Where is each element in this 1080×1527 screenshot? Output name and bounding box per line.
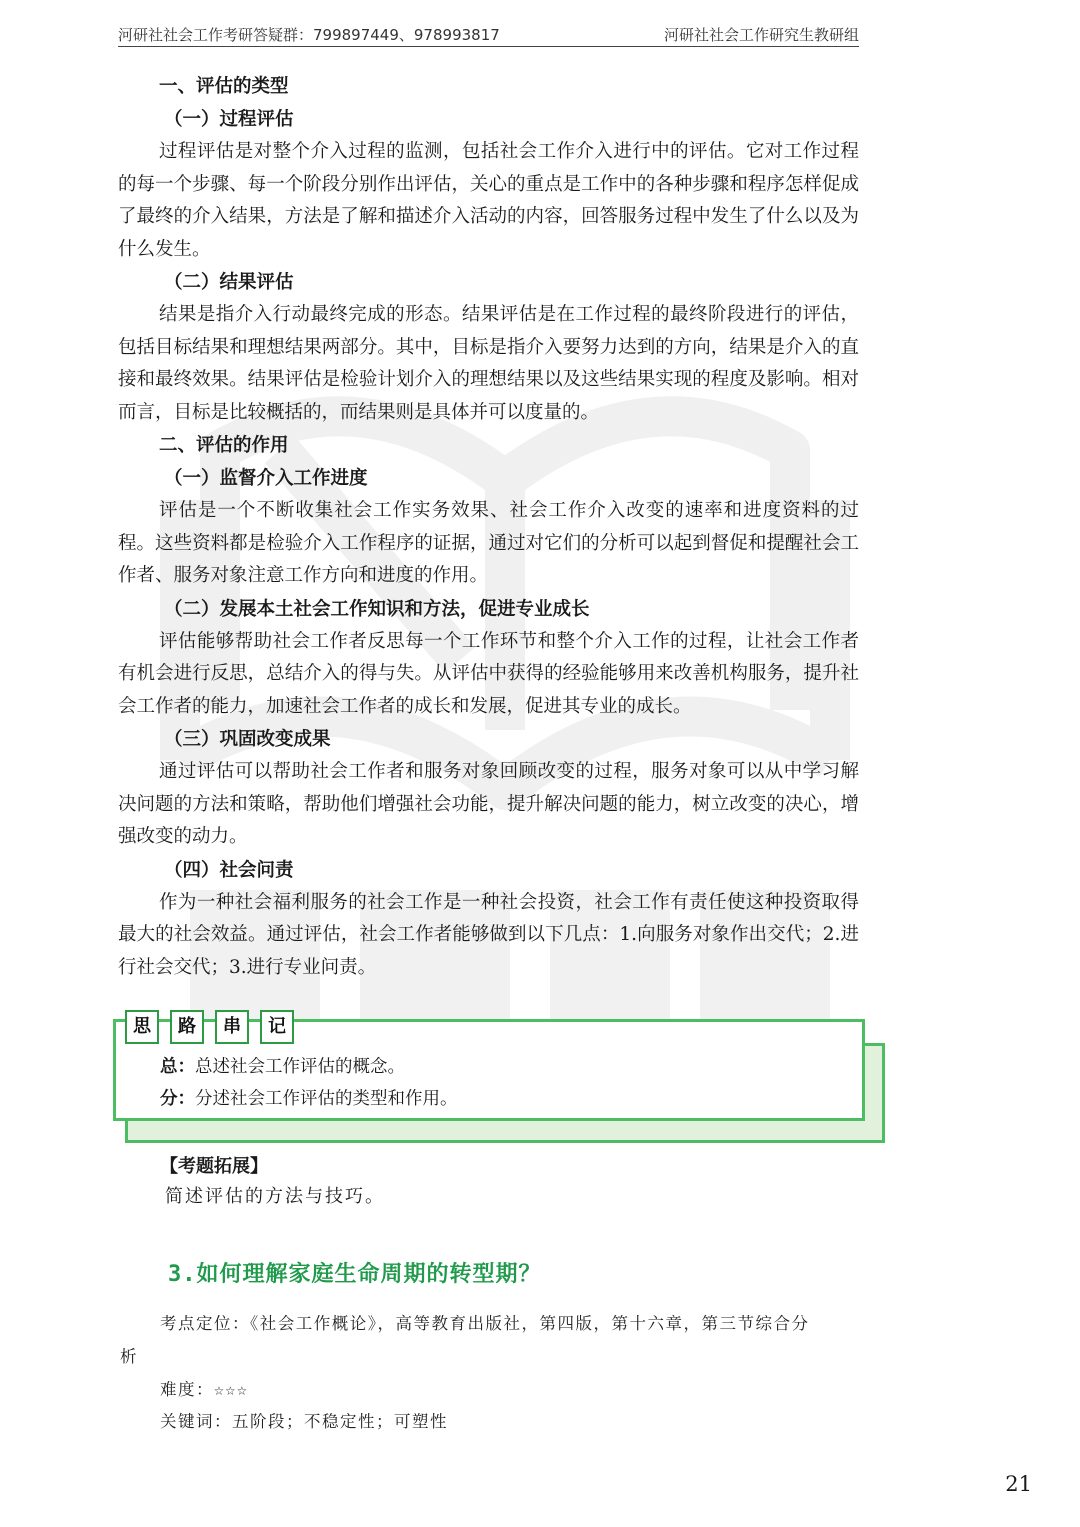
subsection-heading: （二）结果评估 <box>164 272 294 293</box>
summary-line-label: 总： <box>160 1057 195 1077</box>
summary-line-text: 总述社会工作评估的概念。 <box>195 1057 405 1077</box>
subsection-heading: （一）监督介入工作进度 <box>164 468 368 489</box>
paragraph: 评估是一个不断收集社会工作实务效果、社会工作介入改变的速率和进度资料的过程。这些资料都是检验介入工作程序的证据，通过对它们的分析可以起到督促和提醒社会工作者、服务对象注意工作方向和进度的作用。 <box>118 500 859 586</box>
subsection-heading: （二）发展本土社会工作知识和方法，促进专业成长 <box>164 598 590 620</box>
paragraph: 评估能够帮助社会工作者反思每一个工作环节和整个介入工作的过程，让社会工作者有机会进行反思，总结介入的得与失。从评估中获得的经验能够用来改善机构服务，提升社会工作者的能力，加速社会工作者的成长和发展，促进其专业的成长。 <box>118 630 859 717</box>
summary-tab: 路 <box>170 1010 204 1044</box>
main-content <box>118 70 859 984</box>
subsection-heading: （一）过程评估 <box>164 109 294 130</box>
section-heading: 二、评估的作用 <box>159 435 289 456</box>
summary-tab: 串 <box>215 1010 249 1044</box>
question-location-continued: 析 <box>120 1347 138 1366</box>
question-keywords: 关键词：五阶段；不稳定性；可塑性 <box>160 1412 448 1431</box>
summary-line-text: 分述社会工作评估的类型和作用。 <box>195 1089 458 1109</box>
paragraph: 过程评估是对整个介入过程的监测，包括社会工作介入进行中的评估。它对工作过程的每一个步骤、每一个阶段分别作出评估，关心的重点是工作中的各种步骤和程序怎样促成了最终的介入结果，方法是了解和描述介入活动的内容，回答服务过程中发生了什么以及为什么发生。 <box>118 141 859 260</box>
header-right-text: 河研社社会工作研究生教研组 <box>663 26 859 44</box>
section-heading: 一、评估的类型 <box>159 76 289 97</box>
header-left-text: 河研社社会工作考研答疑群：799897449、978993817 <box>118 26 500 44</box>
summary-line-label: 分： <box>160 1089 195 1109</box>
extension-body: 简述评估的方法与技巧。 <box>165 1186 385 1207</box>
paragraph: 通过评估可以帮助社会工作者和服务对象回顾改变的过程，服务对象可以从中学习解决问题的方法和策略，帮助他们增强社会功能，提升解决问题的能力，树立改变的决心，增强改变的动力。 <box>118 761 859 847</box>
subsection-heading: （四）社会问责 <box>164 859 294 881</box>
question-location: 考点定位：《社会工作概论》，高等教育出版社，第四版，第十六章，第三节综合分 <box>160 1314 810 1333</box>
summary-tab: 思 <box>125 1010 159 1044</box>
summary-tab: 记 <box>260 1010 294 1044</box>
page-header <box>118 22 859 47</box>
paragraph: 结果是指介入行动最终完成的形态。结果评估是在工作过程的最终阶段进行的评估，包括目标结果和理想结果两部分。其中，目标是指介入要努力达到的方向，结果是介入的直接和最终效果。结果评估是检验计划介入的理想结果以及这些结果实现的程度及影响。相对而言，目标是比较概括的，而结果则是具体并可以度量的。 <box>118 304 859 423</box>
extension-title: 【考题拓展】 <box>160 1156 268 1177</box>
paragraph: 作为一种社会福利服务的社会工作是一种社会投资，社会工作有责任使这种投资取得最大的社会效益。通过评估，社会工作者能够做到以下几点：1.向服务对象作出交代；2.进行社会交代；3.进行专业问责。 <box>118 891 859 978</box>
page-number: 21 <box>1005 1472 1032 1496</box>
subsection-heading: （三）巩固改变成果 <box>164 729 331 750</box>
question-difficulty: 难度：☆☆☆ <box>160 1380 249 1399</box>
summary-line-overview <box>160 1053 405 1078</box>
summary-line-detail <box>160 1085 458 1110</box>
question-title: 3.如何理解家庭生命周期的转型期？ <box>168 1262 542 1287</box>
